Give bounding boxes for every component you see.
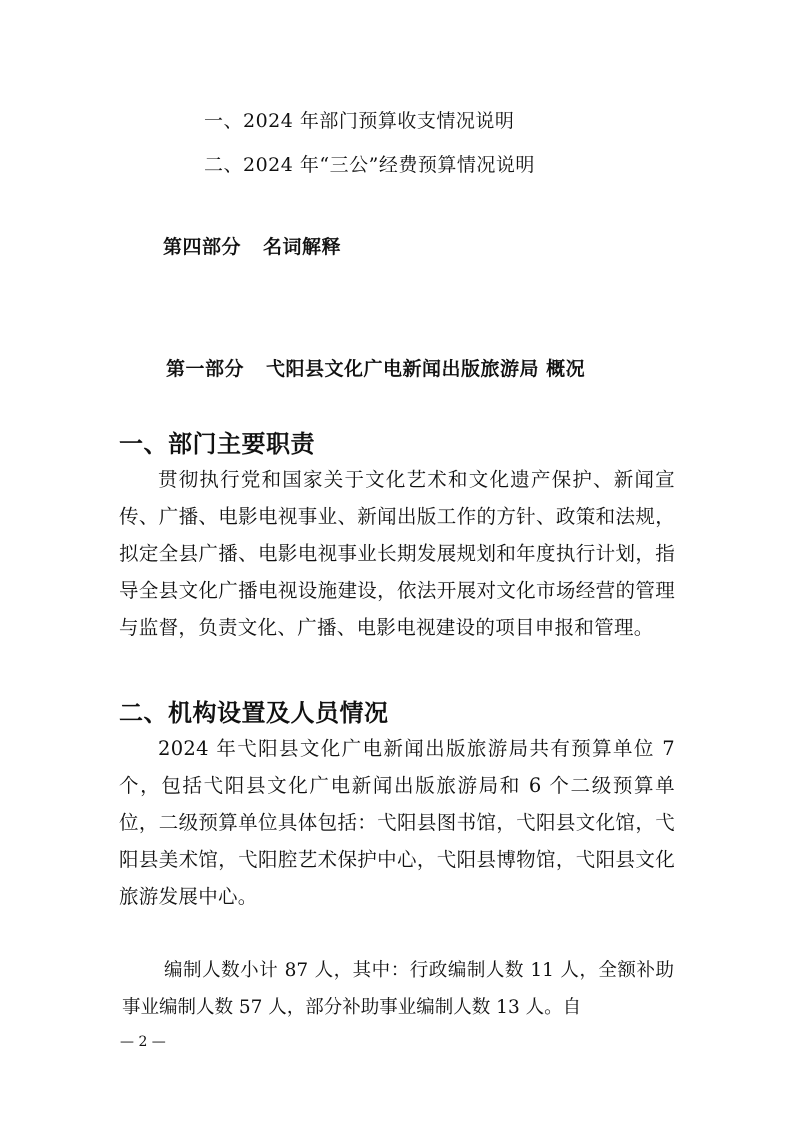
organization-paragraph: 2024 年弋阳县文化广电新闻出版旅游局共有预算单位 7 个，包括弋阳县文化广电新闻出版旅游局和 6 个二级预算单位，二级预算单位具体包括：弋阳县图书馆，弋阳县文化馆，弋阳县美术馆，弋阳腔艺术保护中心，弋阳县博物馆，弋阳县文化旅游发展中心。 xyxy=(119,737,675,908)
section-heading-main-duties: 一、部门主要职责 xyxy=(119,430,315,458)
toc-part-4-title: 名词解释 xyxy=(263,236,342,258)
part-1-title: 弋阳县文化广电新闻出版旅游局 概况 xyxy=(266,358,586,380)
section-heading-organization-staffing: 二、机构设置及人员情况 xyxy=(119,699,389,727)
toc-part-4-label: 第四部分 xyxy=(163,236,242,258)
toc-part-4 xyxy=(163,232,341,259)
toc-item-three-public-expenses: 二、2024 年“三公”经费预算情况说明 xyxy=(204,154,535,176)
part-1-heading xyxy=(166,354,585,381)
part-1-label: 第一部分 xyxy=(166,358,245,380)
page-number: — 2 — xyxy=(120,1034,166,1050)
main-duties-paragraph: 贯彻执行党和国家关于文化艺术和文化遗产保护、新闻宣传、广播、电影电视事业、新闻出版工作的方针、政策和法规，拟定全县广播、电影电视事业长期发展规划和年度执行计划，指导全县文化广播电视设施建设，依法开展对文化市场经营的管理与监督，负责文化、广播、电影电视建设的项目申报和管理。 xyxy=(119,468,675,639)
toc-item-budget-revenue-expenditure: 一、2024 年部门预算收支情况说明 xyxy=(204,110,515,132)
staffing-paragraph: 编制人数小计 87 人，其中：行政编制人数 11 人，全额补助事业编制人数 57 人，部分补助事业编制人数 13 人。自 xyxy=(122,960,674,1018)
